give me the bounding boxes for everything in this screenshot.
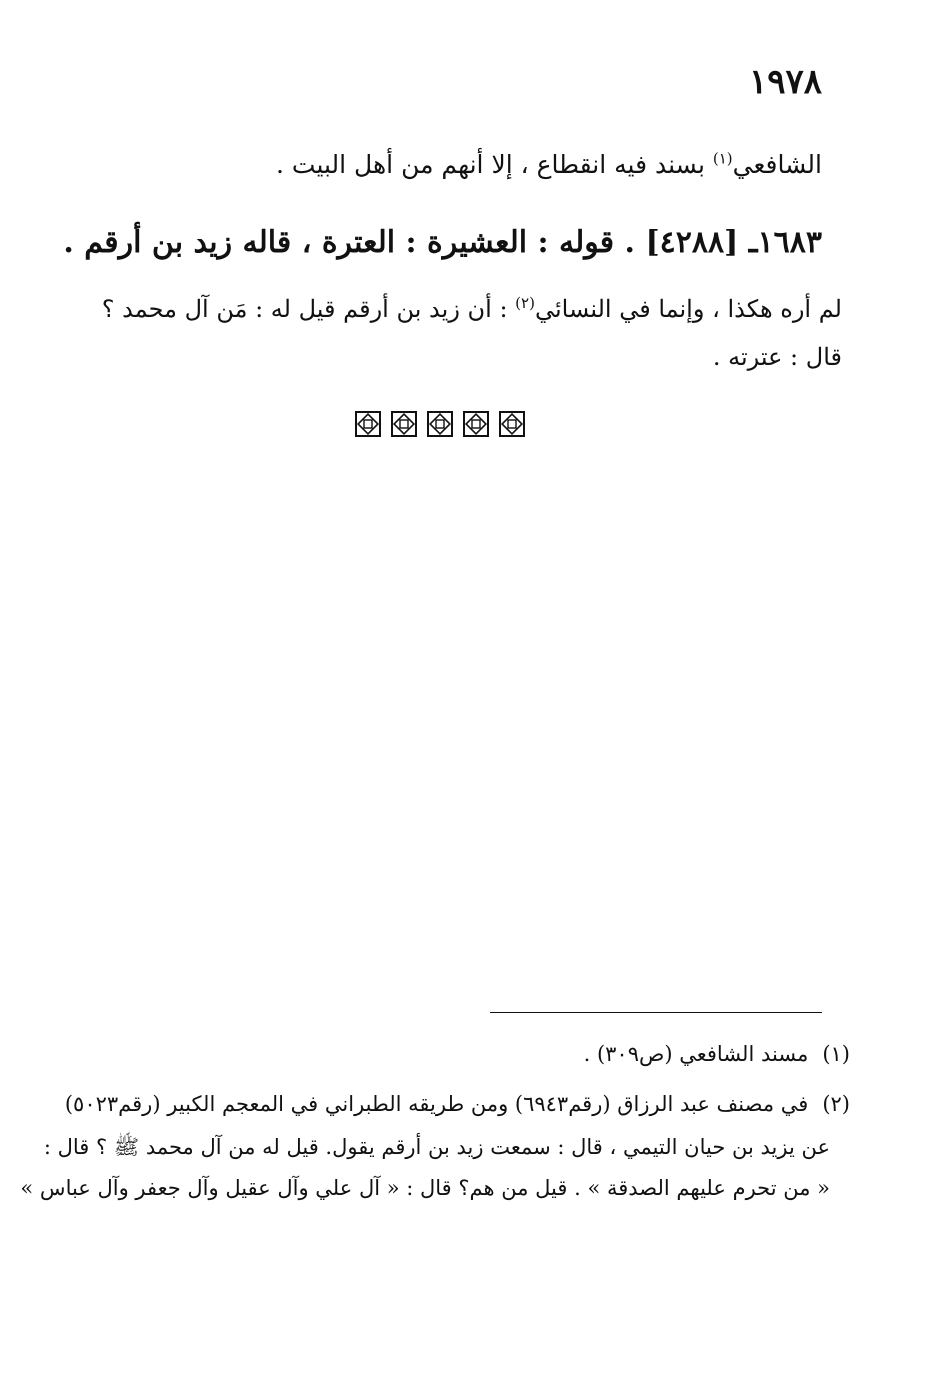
- footnote-1-number: (١): [822, 1042, 850, 1066]
- footnote-2-line-1: في مصنف عبد الرزاق (رقم٦٩٤٣) ومن طريقه الطبراني في المعجم الكبير (رقم٥٠٢٣): [64, 1092, 809, 1116]
- footnote-ref-2: (٢): [515, 294, 535, 312]
- footnote-1-text: مسند الشافعي (ص٣٠٩) .: [583, 1042, 809, 1066]
- ornament-icon: [462, 410, 490, 438]
- body-line-1: [276, 150, 822, 179]
- footnote-2-line-3: « من تحرم عليهم الصدقة » . قيل من هم؟ قال : « آل علي وآل عقيل وآل جعفر وآل عباس »: [20, 1176, 830, 1200]
- body-line-3-after: : أن زيد بن أرقم قيل له : مَن آل محمد ؟: [101, 295, 516, 323]
- footnote-ref-1: (١): [712, 149, 733, 168]
- footnote-2-number: (٢): [822, 1092, 850, 1116]
- body-line-1-after: بسند فيه انقطاع ، إلا أنهم من أهل البيت .: [276, 150, 713, 179]
- footnote-2-line-2: عن يزيد بن حيان التيمي ، قال : سمعت زيد بن أرقم يقول. قيل له من آل محمد ﷺ ؟ قال :: [43, 1135, 830, 1159]
- body-line-3: [102, 295, 842, 323]
- ornament-icon: [426, 410, 454, 438]
- ornament-icon: [498, 410, 526, 438]
- entry-heading: ١٦٨٣ـ [٤٢٨٨] . قوله : العشيرة : العترة ، قاله زيد بن أرقم .: [63, 225, 822, 260]
- ornament-divider: [354, 410, 526, 438]
- body-line-4: قال : عترته .: [712, 343, 842, 371]
- body-line-3-before: لم أره هكذا ، وإنما في النسائي: [534, 295, 842, 323]
- footnote-separator: [490, 1012, 822, 1013]
- ornament-icon: [390, 410, 418, 438]
- footnote-1: [584, 1042, 850, 1066]
- body-line-1-before: الشافعي: [732, 150, 822, 179]
- ornament-icon: [354, 410, 382, 438]
- page-number: ١٩٧٨: [748, 62, 822, 102]
- footnote-2: [65, 1092, 850, 1116]
